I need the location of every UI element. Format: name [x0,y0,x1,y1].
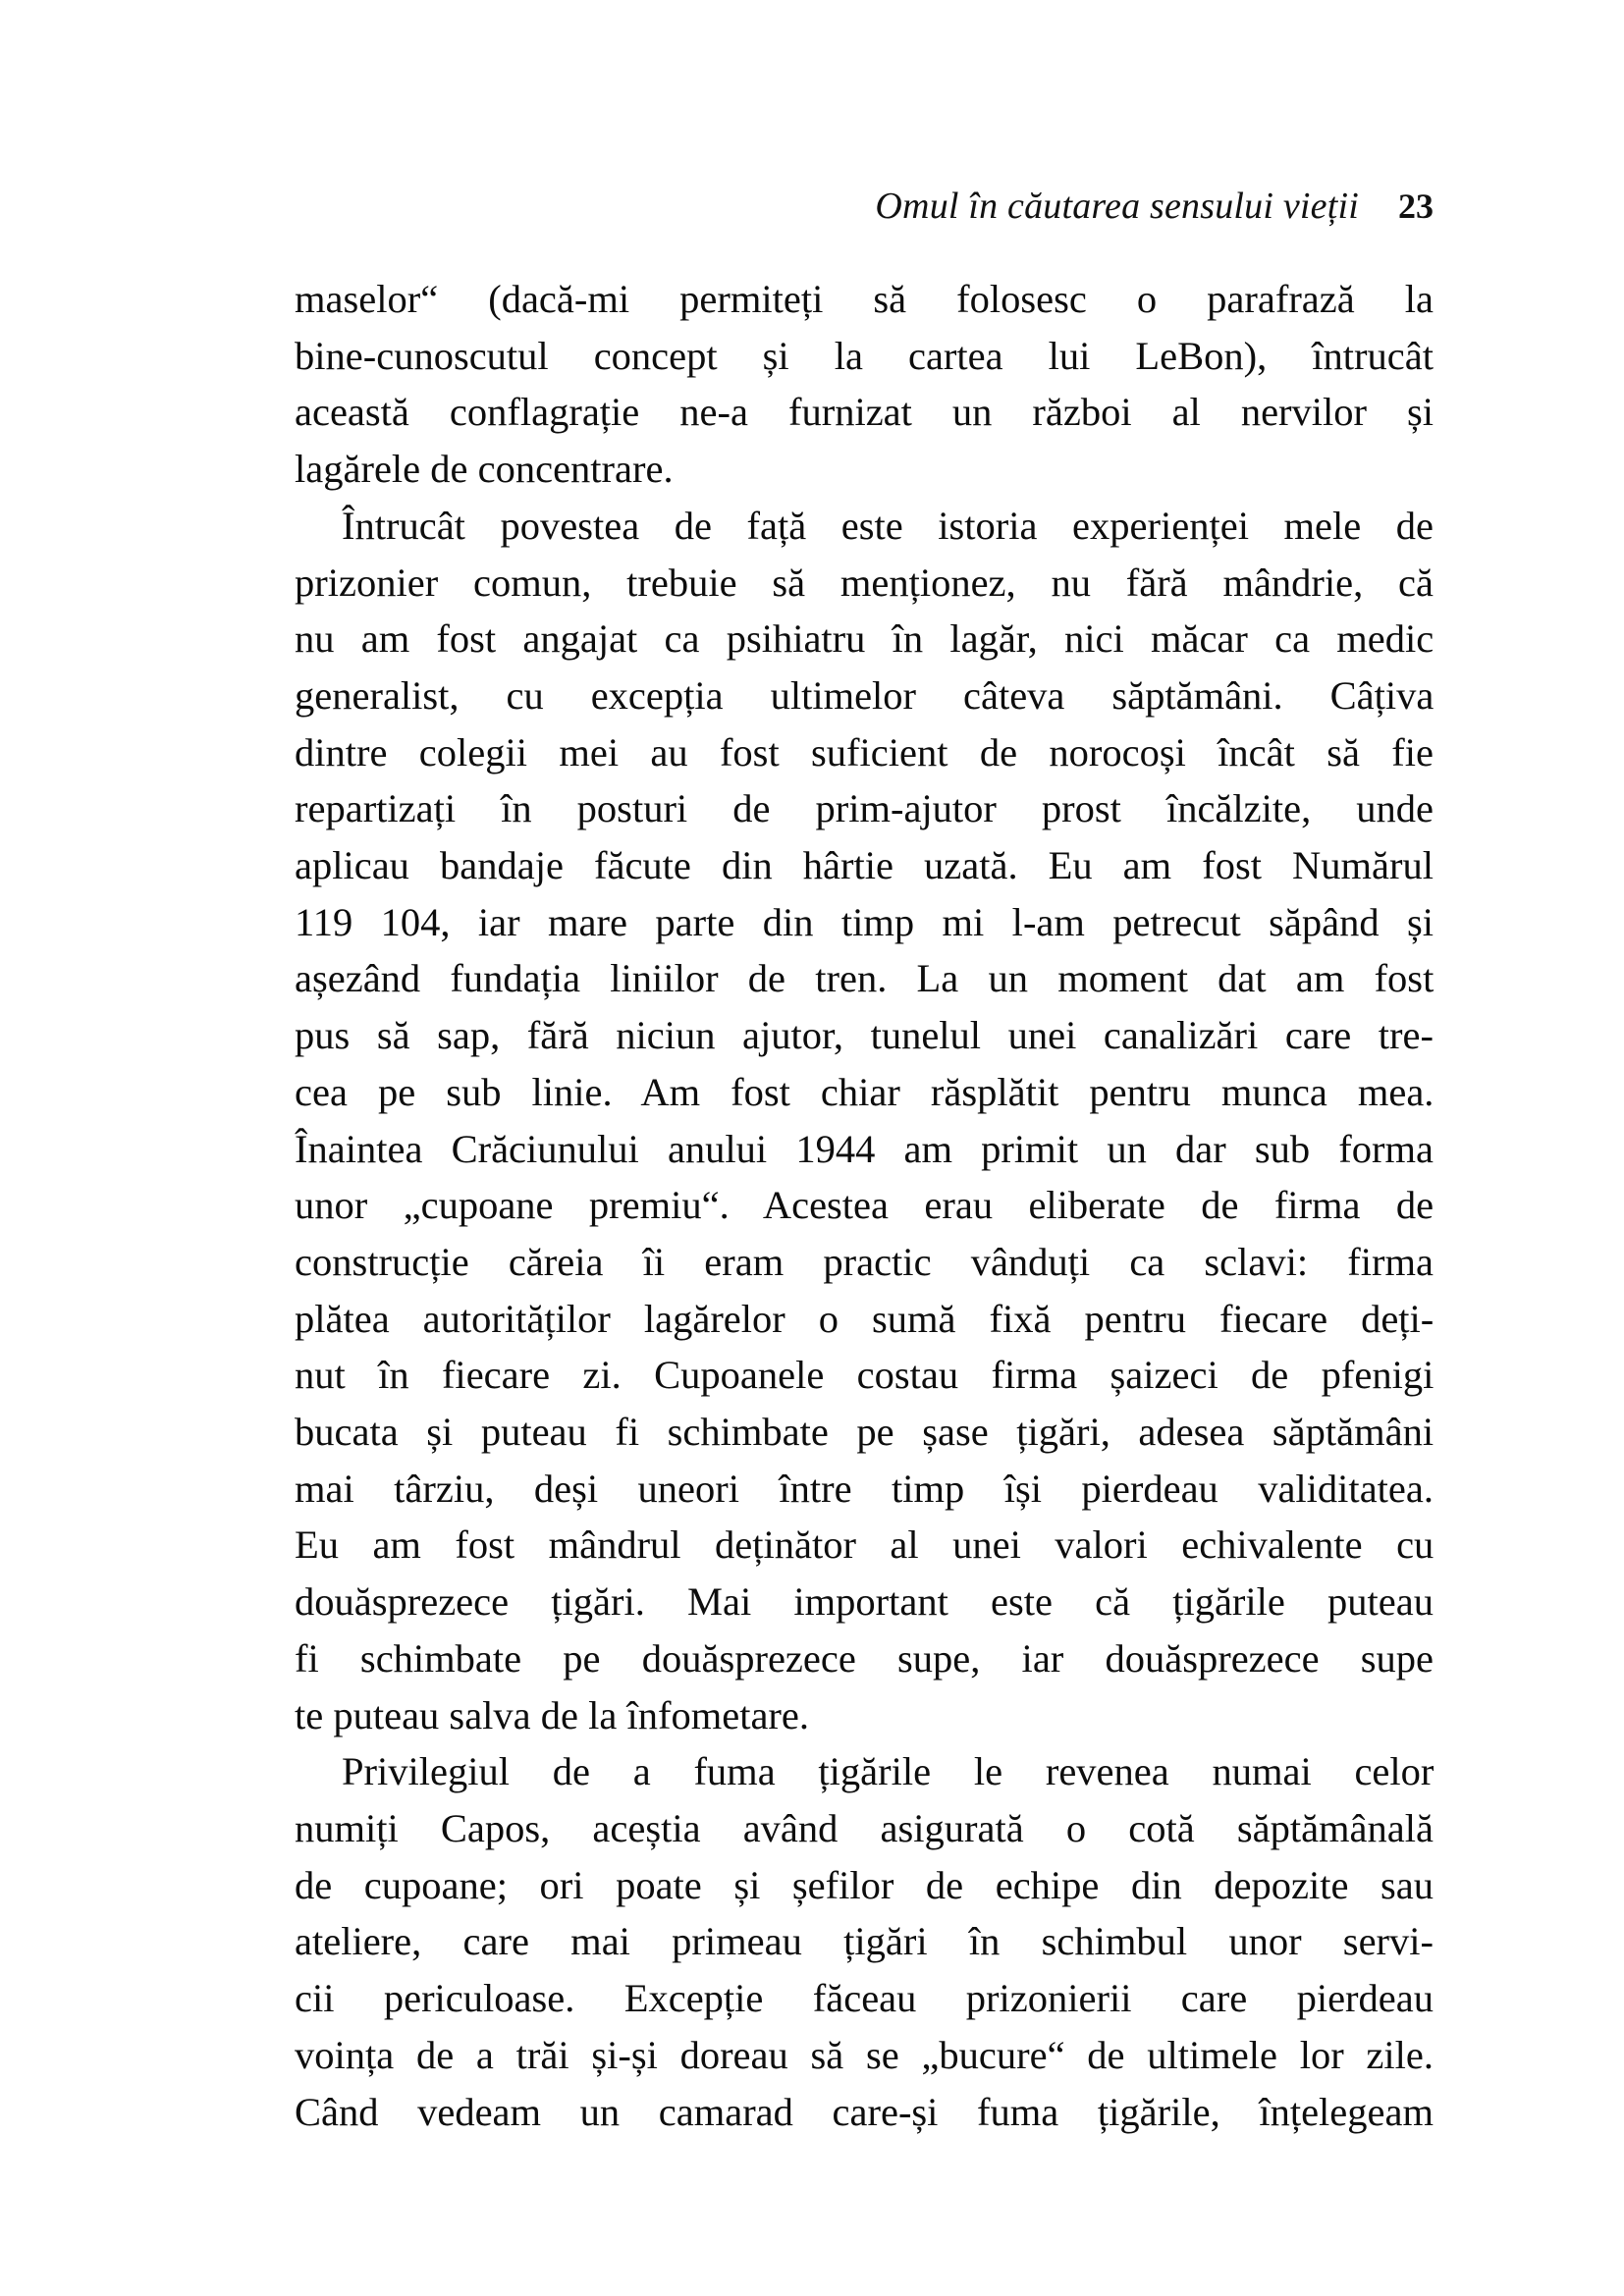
text-line: Privilegiul de a fuma țigările le revenea numai celor [342,1749,1435,1794]
text-line: fi schimbate pe douăsprezece supe, iar douăsprezece supe [295,1635,1434,1681]
paragraph [295,498,1434,1743]
text-line: Înaintea Crăciunului anului 1944 am primit un dar sub forma [295,1126,1434,1171]
text-line: mai târziu, deși uneori între timp își pierdeau validitatea. [295,1466,1434,1511]
paragraph [295,271,1434,498]
text-line: de cupoane; ori poate și șefilor de echipe din depozite sau [295,1862,1434,1907]
text-line: voința de a trăi și-și doreau să se „bucure“ de ultimele lor zile. [295,2032,1434,2077]
page-number: 23 [1398,187,1434,226]
text-line: Când vedeam un camarad care-și fuma țigările, înțelegeam [295,2089,1434,2134]
running-header [295,185,1434,243]
text-line: lagărele de concentrare. [295,447,674,492]
text-line: prizonier comun, trebuie să menționez, nu fără mândrie, că [295,560,1434,605]
text-line: pus să sap, fără niciun ajutor, tunelul unei canalizări care tre- [295,1013,1434,1058]
text-line: bucata și puteau fi schimbate pe șase țigări, adesea săptămâni [295,1410,1435,1455]
text-line: douăsprezece țigări. Mai important este că țigările puteau [295,1579,1434,1625]
text-line: nu am fost angajat ca psihiatru în lagăr, nici măcar ca medic [295,616,1435,662]
text-line: așezând fundația liniilor de tren. La un moment dat am fost [295,956,1435,1001]
text-line: Întrucât povestea de față este istoria experienței mele de [342,503,1434,548]
text-line: numiți Capos, aceștia având asigurată o cotă săptămânală [295,1805,1434,1850]
text-line: generalist, cu excepția ultimelor câteva săptămâni. Câțiva [295,672,1435,718]
text-line: această conflagrație ne-a furnizat un război al nervilor și [295,390,1435,435]
body-text [295,271,1434,2140]
text-line: repartizați în posturi de prim-ajutor prost încălzite, unde [295,786,1434,831]
text-line: construcție căreia îi eram practic vânduți ca sclavi: firma [295,1239,1434,1284]
text-line: unor „cupoane premiu“. Acestea erau eliberate de firma de [295,1183,1435,1228]
text-line: nut în fiecare zi. Cupoanele costau firma șaizeci de pfenigi [295,1353,1435,1398]
text-line: cea pe sub linie. Am fost chiar răsplătit pentru munca mea. [295,1069,1435,1114]
text-line: ateliere, care mai primeau țigări în schimbul unor servi- [295,1919,1435,1964]
paragraph [295,1743,1434,2140]
text-line: Eu am fost mândrul deținător al unei valori echivalente cu [295,1522,1435,1568]
text-line: dintre colegii mei au fost suficient de norocoși încât să fie [295,729,1434,774]
text-line: te puteau salva de la înfometare. [295,1692,810,1737]
text-line: 119 104, iar mare parte din timp mi l-am petrecut săpând și [295,899,1434,944]
text-line: maselor“ (dacă-mi permiteți să folosesc o parafrază la [295,277,1434,321]
text-line: bine-cunoscutul concept și la cartea lui LeBon), întrucât [295,333,1434,378]
text-line: plătea autorităților lagărelor o sumă fixă pentru fiecare deți- [295,1296,1435,1341]
text-line: aplicau bandaje făcute din hârtie uzată. Eu am fost Numărul [295,843,1434,888]
running-title: Omul în căutarea sensului vieții [875,186,1359,227]
text-line: cii periculoase. Excepție făceau prizonierii care pierdeau [295,1976,1434,2021]
